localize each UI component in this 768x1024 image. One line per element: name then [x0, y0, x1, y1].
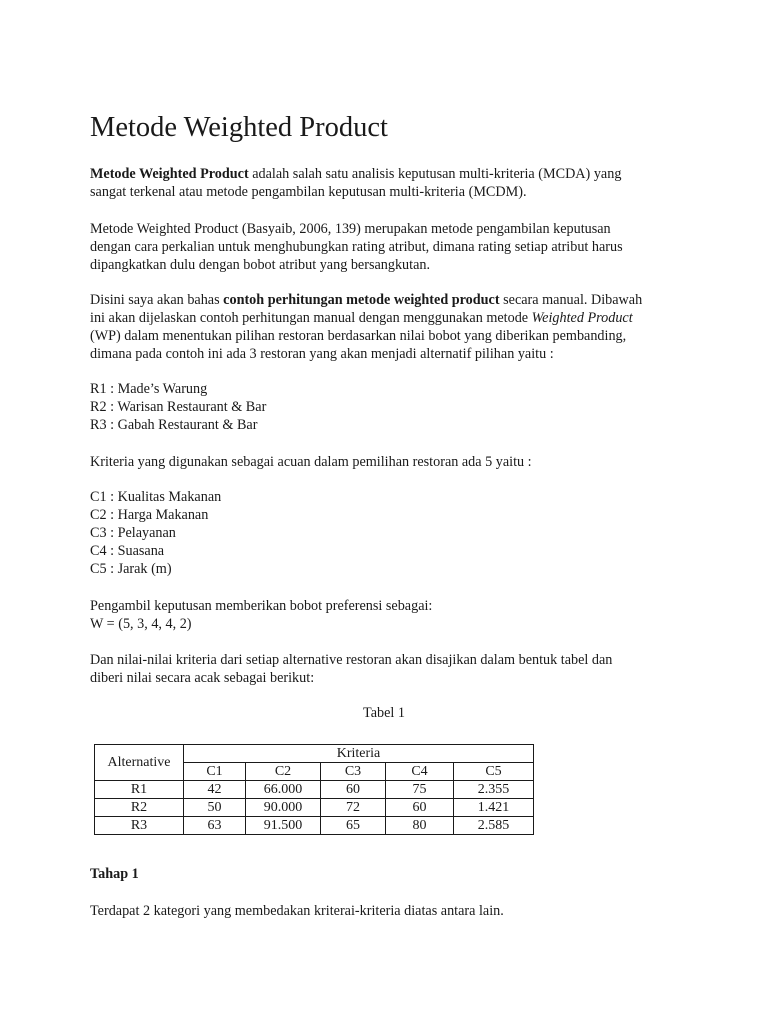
table-header-alternative: Alternative — [95, 745, 184, 781]
example-paragraph — [90, 291, 690, 363]
table-cell: 75 — [386, 781, 454, 799]
example-text: ini akan dijelaskan contoh perhitungan manual dengan menggunakan metode — [90, 310, 532, 326]
list-item: R2 : Warisan Restaurant & Bar — [90, 399, 267, 415]
table-cell: R3 — [95, 817, 184, 835]
step1-paragraph — [90, 902, 690, 920]
step1-text: Terdapat 2 kategori yang membedakan kriterai-kriteria diatas antara lain. — [90, 903, 504, 919]
table-cell: 60 — [386, 799, 454, 817]
definition-line2: dengan cara perkalian untuk menghubungkan rating atribut, dimana rating setiap atribut harus — [90, 239, 623, 255]
intro-paragraph — [90, 165, 690, 201]
example-italic-term: Weighted Product — [531, 310, 633, 326]
page-title: Metode Weighted Product — [90, 112, 388, 143]
criteria-intro — [90, 453, 690, 471]
table-row — [95, 799, 534, 817]
list-item: C5 : Jarak (m) — [90, 561, 172, 577]
restaurant-list — [90, 380, 690, 434]
table-intro-paragraph — [90, 651, 690, 687]
list-item: C2 : Harga Makanan — [90, 507, 209, 523]
list-item: C1 : Kualitas Makanan — [90, 489, 222, 505]
criteria-table — [94, 744, 534, 835]
table-row — [95, 781, 534, 799]
table-header-kriteria: Kriteria — [184, 745, 534, 763]
example-text: Disini saya akan bahas — [90, 292, 224, 308]
list-item: R3 : Gabah Restaurant & Bar — [90, 417, 258, 433]
table-header-c5: C5 — [454, 763, 534, 781]
criteria-intro-text: Kriteria yang digunakan sebagai acuan dalam pemilihan restoran ada 5 yaitu : — [90, 454, 532, 470]
table-intro-line2: diberi nilai secara acak sebagai berikut: — [90, 670, 315, 686]
definition-line3: dipangkatkan dulu dengan bobot atribut yang bersangkutan. — [90, 257, 431, 273]
intro-text: adalah salah satu analisis keputusan multi-kriteria (MCDA) yang — [248, 166, 622, 182]
weights-line1: Pengambil keputusan memberikan bobot preferensi sebagai: — [90, 598, 433, 614]
weights-line2: W = (5, 3, 4, 4, 2) — [90, 616, 192, 632]
table-cell: 91.500 — [246, 817, 321, 835]
table-cell: 80 — [386, 817, 454, 835]
weights-paragraph — [90, 597, 690, 633]
intro-text-line2: sangat terkenal atau metode pengambilan keputusan multi-kriteria (MCDM). — [90, 184, 527, 200]
table-cell: 63 — [184, 817, 246, 835]
example-text: secara manual. Dibawah — [499, 292, 643, 308]
table-cell: R1 — [95, 781, 184, 799]
table-cell: 65 — [321, 817, 386, 835]
table-cell: 90.000 — [246, 799, 321, 817]
table-cell: 2.355 — [454, 781, 534, 799]
table-caption: Tabel 1 — [363, 705, 405, 721]
table-cell: R2 — [95, 799, 184, 817]
table-cell: 66.000 — [246, 781, 321, 799]
example-line4: dimana pada contoh ini ada 3 restoran yang akan menjadi alternatif pilihan yaitu : — [90, 346, 554, 362]
example-bold-link: contoh perhitungan metode weighted product — [223, 292, 500, 308]
table-cell: 2.585 — [454, 817, 534, 835]
table-cell: 1.421 — [454, 799, 534, 817]
table-header-row — [95, 745, 534, 763]
intro-bold-term: Metode Weighted Product — [90, 166, 249, 182]
list-item: R1 : Made’s Warung — [90, 381, 208, 397]
example-line3: (WP) dalam menentukan pilihan restoran berdasarkan nilai bobot yang diberikan pembanding, — [90, 328, 627, 344]
table-cell: 60 — [321, 781, 386, 799]
criteria-list — [90, 488, 690, 578]
list-item: C3 : Pelayanan — [90, 525, 176, 541]
table-intro-line1: Dan nilai-nilai kriteria dari setiap alternative restoran akan disajikan dalam bentuk tabel dan — [90, 652, 613, 668]
definition-paragraph — [90, 220, 690, 274]
definition-line1: Metode Weighted Product (Basyaib, 2006, 139) merupakan metode pengambilan keputusan — [90, 221, 611, 237]
table-row — [95, 817, 534, 835]
list-item: C4 : Suasana — [90, 543, 165, 559]
table-cell: 42 — [184, 781, 246, 799]
table-header-c4: C4 — [386, 763, 454, 781]
step1-heading: Tahap 1 — [90, 866, 139, 882]
table-cell: 50 — [184, 799, 246, 817]
table-header-c2: C2 — [246, 763, 321, 781]
table-header-c1: C1 — [184, 763, 246, 781]
table-cell: 72 — [321, 799, 386, 817]
step1-heading-block — [90, 865, 690, 883]
table-header-c3: C3 — [321, 763, 386, 781]
